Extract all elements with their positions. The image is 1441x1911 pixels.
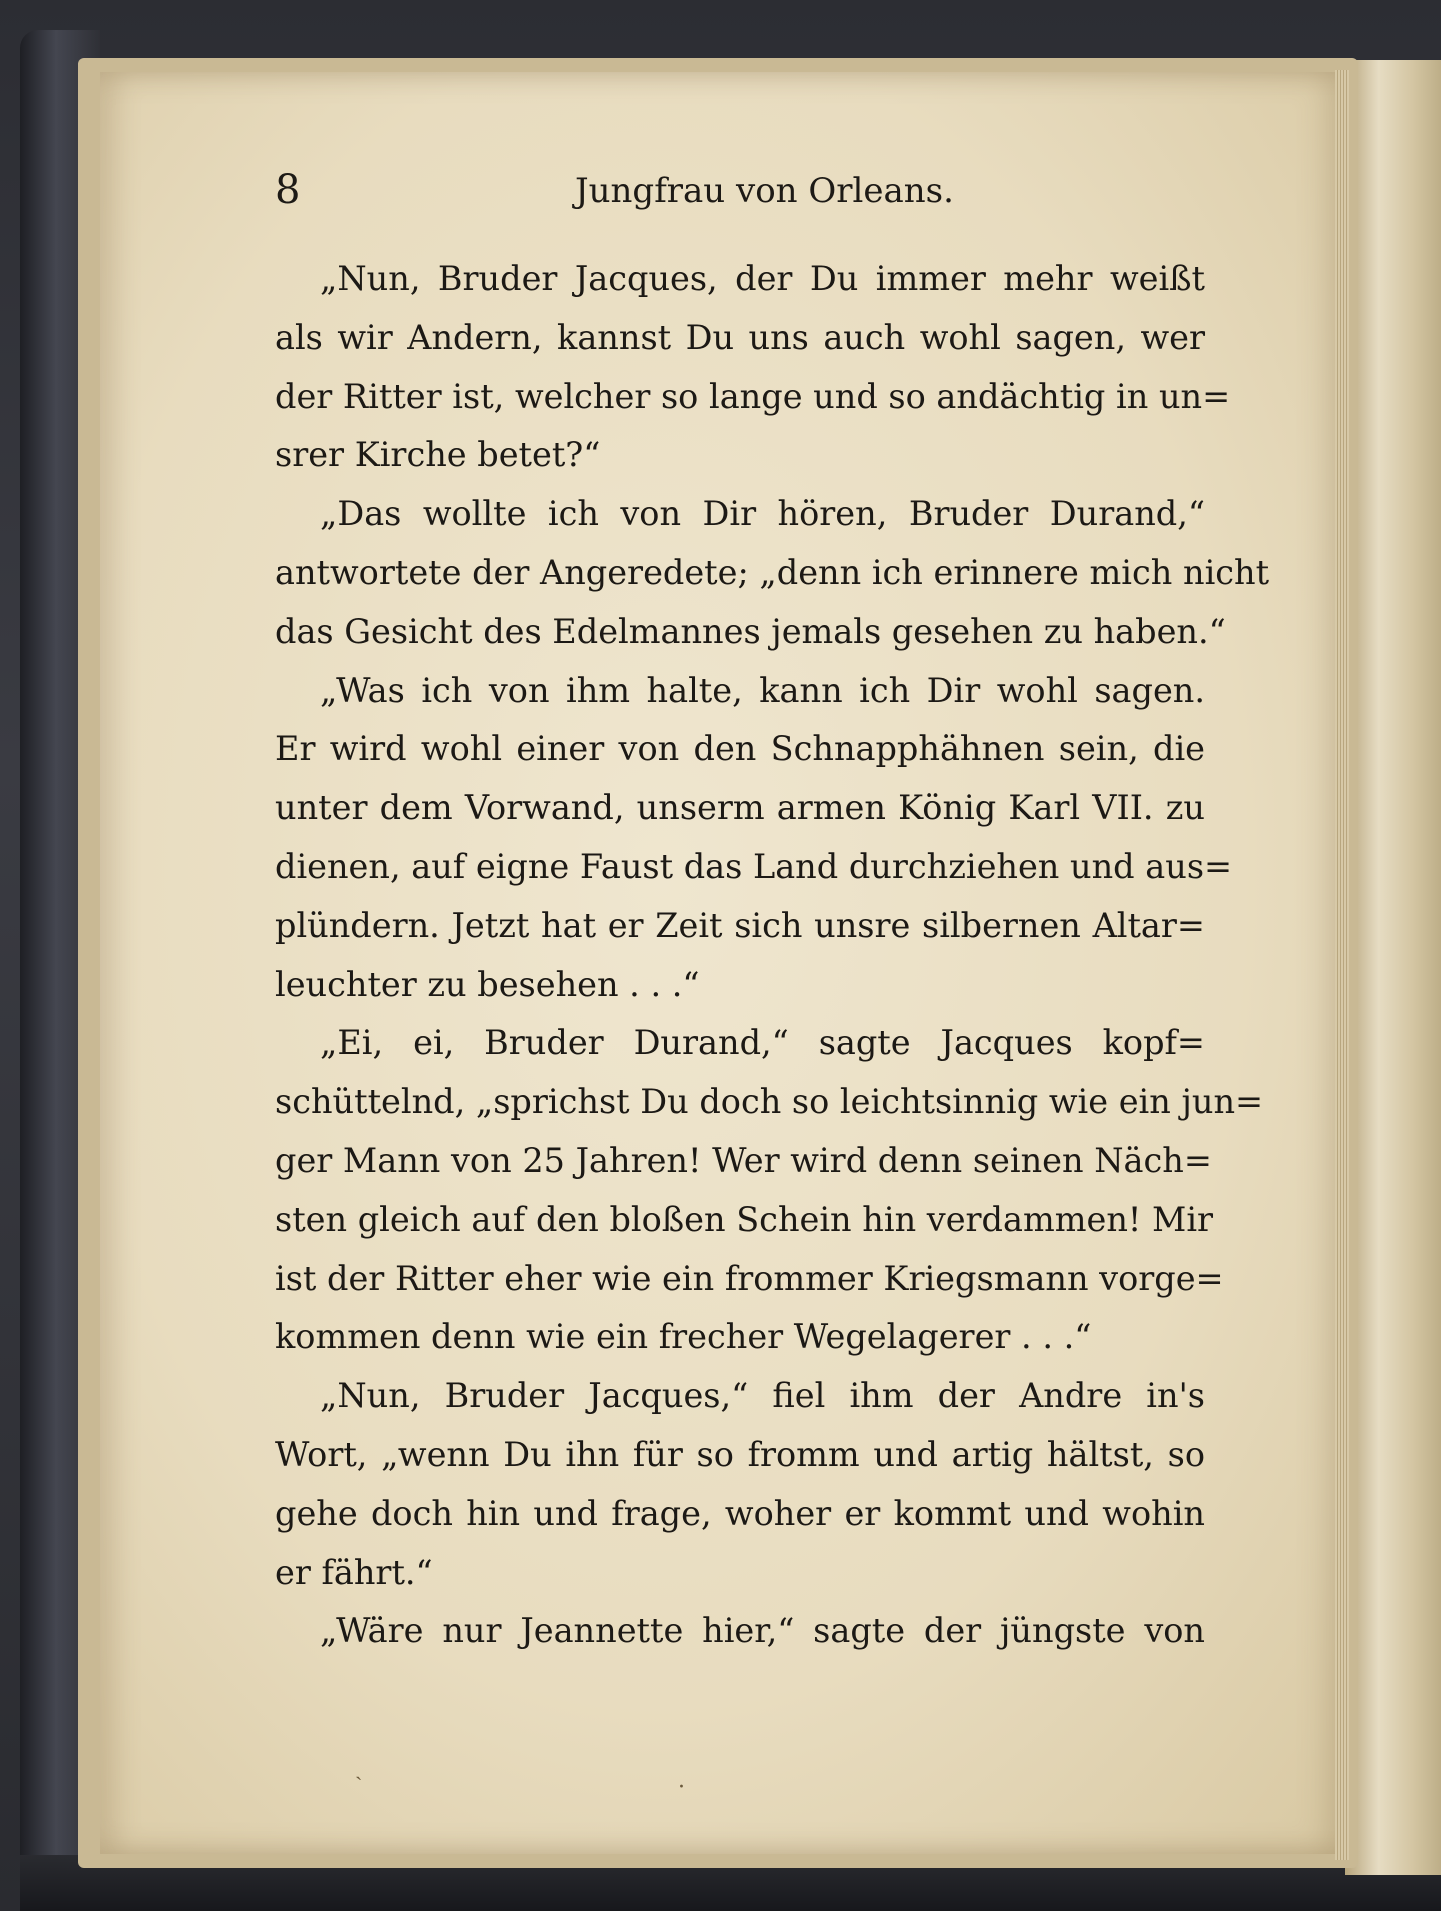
running-title: Jungfrau von Orleans. — [575, 171, 954, 211]
text-line: dienen, auf eigne Faust das Land durchziehen und aus= — [275, 846, 1233, 886]
text-line: unter dem Vorwand, unserm armen König Karl VII. zu — [275, 788, 1205, 828]
page-text — [275, 250, 1270, 1661]
text-line: Wort, „wenn Du ihn für so fromm und artig hältst, so — [275, 1434, 1205, 1474]
text-line: gehe doch hin und frage, woher er kommt und wohin — [275, 1493, 1205, 1533]
text-line: „Nun, Bruder Jacques, der Du immer mehr weißt — [320, 259, 1205, 298]
text-line: antwortete der Angeredete; „denn ich erinnere mich nicht — [275, 552, 1270, 592]
ink-dot-icon: · — [678, 1775, 685, 1800]
text-line: „Nun, Bruder Jacques,“ fiel ihm der Andre in's — [320, 1376, 1205, 1416]
text-line: er fährt.“ — [275, 1552, 433, 1592]
text-line: ist der Ritter eher wie ein frommer Kriegsmann vorge= — [275, 1258, 1224, 1298]
facing-page-gutter — [1345, 60, 1441, 1875]
text-line: Er wird wohl einer von den Schnapphähnen sein, die — [275, 729, 1205, 769]
text-line: der Ritter ist, welcher so lange und so andächtig in un= — [275, 376, 1231, 416]
text-line: sten gleich auf den bloßen Schein hin verdammen! Mir — [275, 1199, 1214, 1239]
text-line: ger Mann von 25 Jahren! Wer wird denn seinen Näch= — [275, 1140, 1212, 1180]
text-line: schüttelnd, „sprichst Du doch so leichtsinnig wie ein jun= — [275, 1082, 1264, 1122]
page-number: 8 — [275, 167, 301, 213]
text-line: „Das wollte ich von Dir hören, Bruder Durand,“ — [320, 494, 1205, 534]
text-line: als wir Andern, kannst Du uns auch wohl sagen, wer — [275, 317, 1205, 357]
text-line: kommen denn wie ein frecher Wegelagerer . . .“ — [275, 1317, 1092, 1357]
text-line: plündern. Jetzt hat er Zeit sich unsre silbernen Altar= — [275, 905, 1205, 945]
ink-speck-icon: ˎ — [355, 1756, 363, 1781]
page-stack-edge — [1335, 70, 1349, 1860]
text-line: srer Kirche betet?“ — [275, 435, 601, 475]
text-line: „Ei, ei, Bruder Durand,“ sagte Jacques kopf= — [320, 1023, 1205, 1063]
text-line: „Was ich von ihm halte, kann ich Dir wohl sagen. — [320, 670, 1205, 710]
running-head — [275, 165, 1190, 215]
text-line: „Wäre nur Jeannette hier,“ sagte der jüngste von — [320, 1611, 1205, 1651]
text-line: leuchter zu besehen . . .“ — [275, 964, 700, 1004]
text-line: das Gesicht des Edelmannes jemals gesehen zu haben.“ — [275, 611, 1226, 651]
